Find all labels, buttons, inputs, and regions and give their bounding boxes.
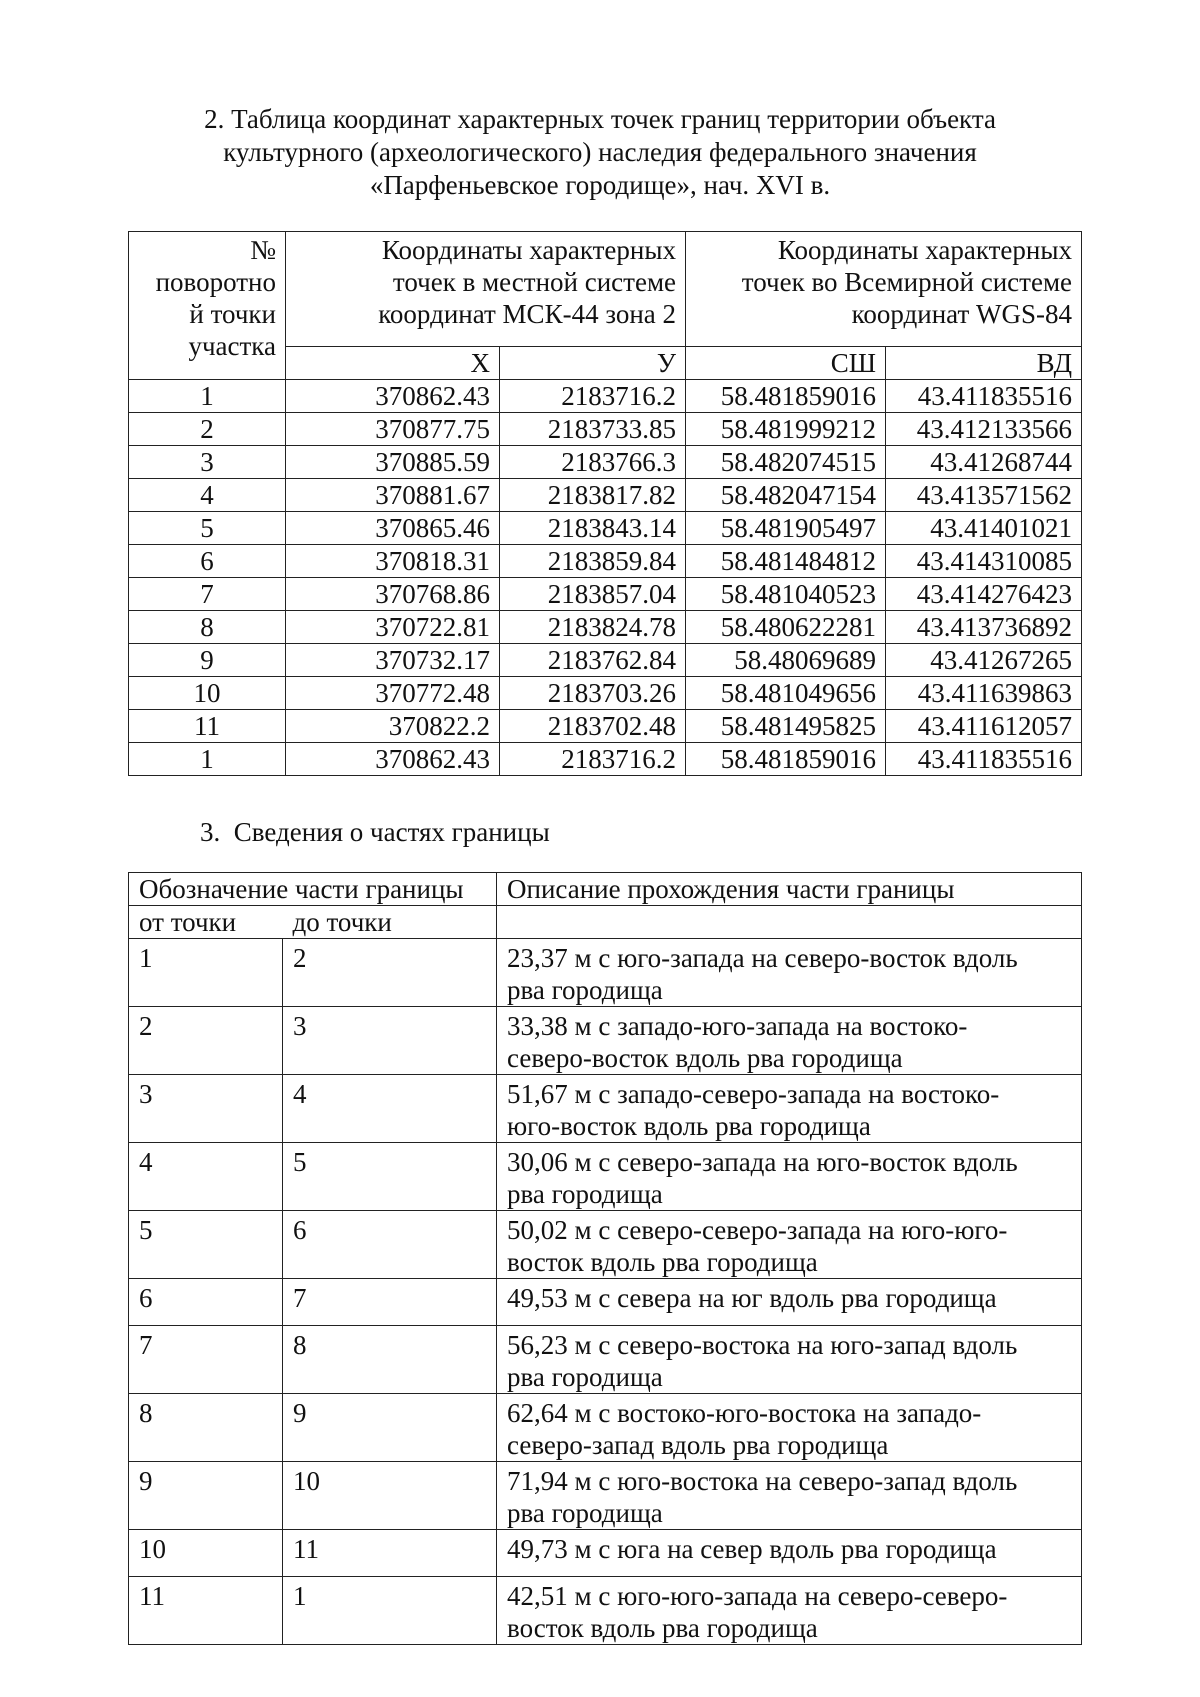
header-to-point: до точки [283, 906, 497, 939]
description-cell [497, 939, 1082, 1007]
description-line: восток вдоль рва городища [507, 1613, 818, 1643]
description-line: рва городища [507, 1179, 663, 1209]
from-point-cell: 6 [129, 1279, 283, 1326]
coordinates-body [129, 380, 1082, 776]
coord-row [129, 644, 1082, 677]
y-cell: 2183859.84 [500, 545, 686, 578]
description-cell [497, 1577, 1082, 1645]
coord-row [129, 743, 1082, 776]
lat-cell: 58.482074515 [686, 446, 886, 479]
description-cell [497, 1462, 1082, 1530]
description-line: 50,02 м с северо-северо-запада на юго-юго- [507, 1215, 1008, 1245]
description-line: 42,51 м с юго-юго-запада на северо-северо- [507, 1581, 1008, 1611]
from-point-cell: 9 [129, 1462, 283, 1530]
subheader-x: Х [286, 347, 500, 380]
description-line: рва городища [507, 1362, 663, 1392]
x-cell: 370818.31 [286, 545, 500, 578]
lon-cell: 43.41401021 [886, 512, 1082, 545]
description-cell [497, 1326, 1082, 1394]
y-cell: 2183843.14 [500, 512, 686, 545]
description-line: 71,94 м с юго-востока на северо-запад вдоль [507, 1466, 1018, 1496]
x-cell: 370881.67 [286, 479, 500, 512]
lon-cell: 43.41268744 [886, 446, 1082, 479]
document-title [140, 103, 1060, 202]
coord-row [129, 578, 1082, 611]
to-point-cell: 10 [283, 1462, 497, 1530]
subheader-lon: ВД [886, 347, 1082, 380]
header-wgs84: Координаты характерных точек во Всемирной системе координат WGS-84 [686, 232, 1082, 347]
lon-cell: 43.411835516 [886, 743, 1082, 776]
lat-cell: 58.481484812 [686, 545, 886, 578]
x-cell: 370862.43 [286, 380, 500, 413]
description-line: восток вдоль рва городища [507, 1247, 818, 1277]
point-number-cell: 6 [129, 545, 286, 578]
coord-row [129, 380, 1082, 413]
description-line: 49,73 м с юга на север вдоль рва городища [507, 1534, 997, 1564]
description-line: 56,23 м с северо-востока на юго-запад вдоль [507, 1330, 1018, 1360]
description-cell [497, 1211, 1082, 1279]
lon-cell: 43.413736892 [886, 611, 1082, 644]
y-cell: 2183762.84 [500, 644, 686, 677]
title-line-3: «Парфеньевское городище», нач. XVI в. [369, 170, 831, 200]
to-point-cell: 2 [283, 939, 497, 1007]
description-line: северо-запад вдоль рва городища [507, 1430, 889, 1460]
point-number-cell: 1 [129, 743, 286, 776]
lat-cell: 58.481905497 [686, 512, 886, 545]
description-line: рва городища [507, 1498, 663, 1528]
description-line: 49,53 м с севера на юг вдоль рва городища [507, 1283, 997, 1313]
from-point-cell: 8 [129, 1394, 283, 1462]
boundary-part-row [129, 1279, 1082, 1326]
boundary-part-row [129, 1007, 1082, 1075]
from-point-cell: 3 [129, 1075, 283, 1143]
point-number-cell: 2 [129, 413, 286, 446]
from-point-cell: 10 [129, 1530, 283, 1577]
coord-row [129, 512, 1082, 545]
header-empty [497, 906, 1082, 939]
description-line: рва городища [507, 975, 663, 1005]
description-line: 33,38 м с западо-юго-запада на востоко- [507, 1011, 968, 1041]
description-cell [497, 1394, 1082, 1462]
x-cell: 370732.17 [286, 644, 500, 677]
y-cell: 2183702.48 [500, 710, 686, 743]
description-line: 62,64 м с востоко-юго-востока на западо- [507, 1398, 982, 1428]
y-cell: 2183716.2 [500, 743, 686, 776]
point-number-cell: 10 [129, 677, 286, 710]
boundary-part-row [129, 1211, 1082, 1279]
x-cell: 370822.2 [286, 710, 500, 743]
coord-row [129, 677, 1082, 710]
header-from-point: от точки [129, 906, 283, 939]
x-cell: 370862.43 [286, 743, 500, 776]
from-point-cell: 11 [129, 1577, 283, 1645]
y-cell: 2183703.26 [500, 677, 686, 710]
description-line: северо-восток вдоль рва городища [507, 1043, 903, 1073]
to-point-cell: 4 [283, 1075, 497, 1143]
y-cell: 2183824.78 [500, 611, 686, 644]
point-number-cell: 11 [129, 710, 286, 743]
lon-cell: 43.413571562 [886, 479, 1082, 512]
description-cell [497, 1075, 1082, 1143]
boundary-part-row [129, 1577, 1082, 1645]
lon-cell: 43.412133566 [886, 413, 1082, 446]
x-cell: 370768.86 [286, 578, 500, 611]
to-point-cell: 9 [283, 1394, 497, 1462]
boundary-part-row [129, 1143, 1082, 1211]
lat-cell: 58.481040523 [686, 578, 886, 611]
from-point-cell: 5 [129, 1211, 283, 1279]
section-3-number: 3. [200, 817, 221, 847]
y-cell: 2183716.2 [500, 380, 686, 413]
lat-cell: 58.480622281 [686, 611, 886, 644]
boundary-part-row [129, 1326, 1082, 1394]
point-number-cell: 7 [129, 578, 286, 611]
point-number-cell: 5 [129, 512, 286, 545]
title-line-1: 2. Таблица координат характерных точек границ территории объекта [204, 104, 996, 134]
to-point-cell: 1 [283, 1577, 497, 1645]
subheader-lat: СШ [686, 347, 886, 380]
from-point-cell: 2 [129, 1007, 283, 1075]
x-cell: 370885.59 [286, 446, 500, 479]
header-msk44: Координаты характерных точек в местной системе координат МСК-44 зона 2 [286, 232, 686, 347]
boundary-part-row [129, 1530, 1082, 1577]
description-line: 51,67 м с западо-северо-запада на востоко- [507, 1079, 1000, 1109]
header-description: Описание прохождения части границы [497, 873, 1082, 906]
lon-cell: 43.414310085 [886, 545, 1082, 578]
lat-cell: 58.481049656 [686, 677, 886, 710]
point-number-cell: 1 [129, 380, 286, 413]
lat-cell: 58.481859016 [686, 380, 886, 413]
boundary-parts-table [128, 872, 1082, 1645]
description-cell [497, 1279, 1082, 1326]
section-3-heading [200, 816, 550, 848]
header-point-number: № поворотно й точки участка [129, 232, 286, 380]
boundary-part-row [129, 1394, 1082, 1462]
description-cell [497, 1143, 1082, 1211]
lat-cell: 58.481999212 [686, 413, 886, 446]
point-number-cell: 4 [129, 479, 286, 512]
lon-cell: 43.41267265 [886, 644, 1082, 677]
from-point-cell: 7 [129, 1326, 283, 1394]
boundary-part-row [129, 1462, 1082, 1530]
to-point-cell: 6 [283, 1211, 497, 1279]
description-line: юго-восток вдоль рва городища [507, 1111, 871, 1141]
coord-row [129, 479, 1082, 512]
coord-row [129, 611, 1082, 644]
coord-row [129, 446, 1082, 479]
y-cell: 2183857.04 [500, 578, 686, 611]
description-line: 30,06 м с северо-запада на юго-восток вдоль [507, 1147, 1018, 1177]
description-cell [497, 1530, 1082, 1577]
lat-cell: 58.48069689 [686, 644, 886, 677]
coord-row [129, 413, 1082, 446]
x-cell: 370877.75 [286, 413, 500, 446]
lon-cell: 43.414276423 [886, 578, 1082, 611]
lon-cell: 43.411639863 [886, 677, 1082, 710]
subheader-y: У [500, 347, 686, 380]
lat-cell: 58.481495825 [686, 710, 886, 743]
coordinates-table [128, 231, 1082, 776]
to-point-cell: 5 [283, 1143, 497, 1211]
y-cell: 2183817.82 [500, 479, 686, 512]
point-number-cell: 8 [129, 611, 286, 644]
to-point-cell: 3 [283, 1007, 497, 1075]
to-point-cell: 7 [283, 1279, 497, 1326]
lat-cell: 58.481859016 [686, 743, 886, 776]
title-line-2: культурного (археологического) наследия федерального значения [223, 137, 977, 167]
description-line: 23,37 м с юго-запада на северо-восток вдоль [507, 943, 1018, 973]
point-number-cell: 9 [129, 644, 286, 677]
description-cell [497, 1007, 1082, 1075]
y-cell: 2183766.3 [500, 446, 686, 479]
x-cell: 370772.48 [286, 677, 500, 710]
boundary-parts-body [129, 939, 1082, 1645]
boundary-part-row [129, 939, 1082, 1007]
x-cell: 370722.81 [286, 611, 500, 644]
section-3-title: Сведения о частях границы [233, 817, 550, 847]
boundary-part-row [129, 1075, 1082, 1143]
coord-row [129, 710, 1082, 743]
y-cell: 2183733.85 [500, 413, 686, 446]
point-number-cell: 3 [129, 446, 286, 479]
x-cell: 370865.46 [286, 512, 500, 545]
from-point-cell: 1 [129, 939, 283, 1007]
to-point-cell: 11 [283, 1530, 497, 1577]
to-point-cell: 8 [283, 1326, 497, 1394]
lon-cell: 43.411612057 [886, 710, 1082, 743]
from-point-cell: 4 [129, 1143, 283, 1211]
lat-cell: 58.482047154 [686, 479, 886, 512]
coord-row [129, 545, 1082, 578]
lon-cell: 43.411835516 [886, 380, 1082, 413]
header-part-designation: Обозначение части границы [129, 873, 497, 906]
